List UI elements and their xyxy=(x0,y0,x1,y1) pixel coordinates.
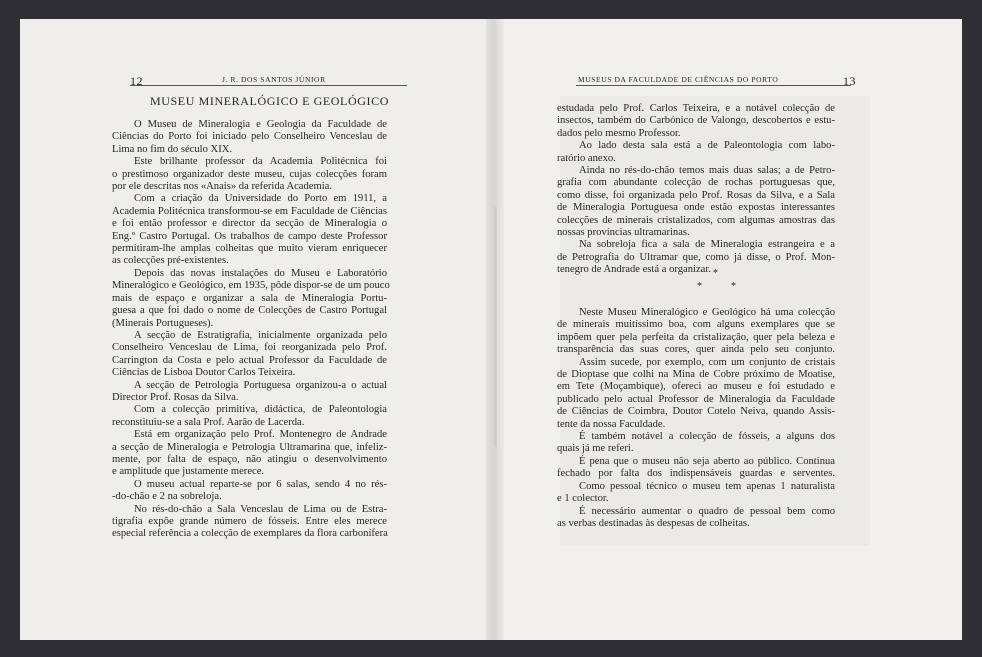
text-line: transparência das suas cores, quer ainda pelo seu conjunto. xyxy=(557,344,835,356)
text-line: No rés-do-chão a Sala Venceslau de Lima ou de Estra- xyxy=(134,503,387,515)
text-line: Ciências de Lisboa Doutor Carlos Teixeira. xyxy=(112,367,296,379)
left-page-number: 12 xyxy=(130,74,143,88)
text-line: permitiram-lhe amplas colheitas que muito vieram enriquecer xyxy=(112,243,387,255)
text-line: -do-chão e 2 na sobreloja. xyxy=(112,491,222,503)
text-line: as colecções pré-existentes. xyxy=(112,255,229,267)
text-line: as verbas destinadas às despesas de colheitas. xyxy=(557,517,750,529)
text-line: Na sobreloja fica a sala de Mineralogia estrangeira e a xyxy=(579,239,835,251)
text-line: por ele descritas nos «Anais» da referida Academia. xyxy=(112,181,333,193)
left-body-text xyxy=(112,119,390,541)
text-line: A secção de Estratigrafia, inicialmente organizada pelo xyxy=(134,329,387,341)
text-line: O Museu de Mineralogia e Geologia da Faculdade de xyxy=(134,119,387,130)
text-line: de Mineralogia Portuguesa onde estão expostas interessantes xyxy=(557,202,835,214)
text-line: colecções de minerais cristalizados, com algumas amostras das xyxy=(557,214,835,226)
text-line: A secção de Petrologia Portuguesa organizou-a o actual xyxy=(134,379,387,391)
text-line: Carrington da Costa e pelo actual Professor da Faculdade de xyxy=(112,354,387,366)
text-line: em Tete (Moçambique), ofereci ao museu e foi estudado e xyxy=(557,381,835,393)
text-line: Depois das novas instalações do Museu e Laboratório xyxy=(134,267,387,279)
right-body-text-top xyxy=(557,103,835,277)
left-running-title: J. R. DOS SANTOS JÚNIOR xyxy=(222,75,326,84)
text-line: publicado pelo actual Professor de Mineralogia da Faculdade xyxy=(557,393,835,405)
text-line: É também notável a colecção de fósseis, a alguns dos xyxy=(579,431,835,443)
right-head-rule xyxy=(576,85,851,86)
left-head-rule xyxy=(130,85,407,86)
text-line: mais de espaço e organizar a sala de Mineralogia Portu- xyxy=(112,292,387,304)
break-star: * xyxy=(713,268,718,279)
text-line: dados pelo mesmo Professor. xyxy=(557,127,681,139)
text-line: de Petrografia do Ultramar que, como já disse, o Prof. Mon- xyxy=(557,251,835,263)
text-line: É necessário aumentar o quadro de pessoal bem como xyxy=(579,505,835,517)
text-line: Ainda no rés-do-chão temos mais duas salas; a de Petro- xyxy=(579,165,835,177)
break-star: * xyxy=(731,281,736,292)
text-line: tigrafia expõe grande número de fósseis. Entre eles merece xyxy=(112,516,387,527)
text-line: Está em organização pelo Prof. Montenegro de Andrade xyxy=(134,429,387,441)
binding-thread xyxy=(494,207,497,447)
text-line: especial referência a colecção de exemplares da flora carbonífera xyxy=(112,528,388,540)
text-line: fechado por falta dos indispensáveis guardas e serventes. xyxy=(557,468,835,480)
text-line: Director Prof. Rosas da Silva. xyxy=(112,391,239,403)
text-line: (Minerais Portugueses). xyxy=(112,317,214,329)
text-line: Ciências do Porto foi iniciado pelo Conselheiro Venceslau de xyxy=(112,131,387,143)
text-line: a secção de Mineralogia e Petrologia Ultramarina que, infeliz- xyxy=(112,441,387,453)
text-line: guesa a que foi dado o nome de Colecções de Castro Portugal xyxy=(112,305,387,317)
text-line: Lima no fim do século XIX. xyxy=(112,143,233,155)
text-line: de minerais muitíssimo boa, com alguns exemplares que se xyxy=(557,319,835,331)
section-heading: MUSEU MINERALÓGICO E GEOLÓGICO xyxy=(150,94,389,108)
right-page-number: 13 xyxy=(843,74,856,88)
text-line: impõem quer pela perfeita da cristalização, quer pela beleza e xyxy=(557,331,835,343)
text-line: quais já me referi. xyxy=(557,443,634,455)
text-line: Eng.º Castro Portugal. Os trabalhos de campo deste Professor xyxy=(112,230,387,242)
text-line: É pena que o museu não seja aberto ao público. Continua xyxy=(579,455,835,467)
text-line: Ao lado desta sala está a de Paleontologia com labo- xyxy=(579,140,835,152)
text-line: Conselheiro Venceslau de Lima, foi reorganizada pelo Prof. xyxy=(112,342,387,354)
text-line: Assim sucede, por exemplo, com um conjunto de cristais xyxy=(579,356,835,368)
text-line: de Ciências de Coimbra, Doutor Cotelo Neiva, quando Assis- xyxy=(557,406,835,418)
break-star: * xyxy=(697,281,702,292)
right-body-text-bottom xyxy=(557,307,835,530)
text-line: e 1 colector. xyxy=(557,493,609,505)
right-running-title: MUSEUS DA FACULDADE DE CIÊNCIAS DO PORTO xyxy=(578,75,779,84)
text-line: insectos, também do Carbónico de Valongo, descobertos e estu- xyxy=(557,115,835,127)
text-line: Neste Museu Mineralógico e Geológico há uma colecção xyxy=(579,307,835,318)
text-line: o prestimoso organizador deste museu, cujas colecções foram xyxy=(112,168,387,180)
text-line: Mineralógico e Geológico, em 1935, pôde dispor-se de um pouco xyxy=(112,280,390,292)
text-line: Com a criação da Universidade do Porto em 1911, a xyxy=(134,193,387,205)
text-line: ratório anexo. xyxy=(557,152,616,164)
text-line: reconstituiu-se a sala Prof. Aarão de Lacerda. xyxy=(112,416,305,428)
text-line: tente da nossa Faculdade. xyxy=(557,418,666,430)
text-line: Com a colecção primitiva, didáctica, de Paleontologia xyxy=(134,404,387,416)
text-line: O museu actual reparte-se por 6 salas, sendo 4 no rés- xyxy=(134,478,387,490)
text-line: mente, por falta de espaço, não atingiu o desenvolvimento xyxy=(112,453,387,465)
text-line: nossas províncias ultramarinas. xyxy=(557,227,690,239)
text-line: grafia com abundante colecção de rochas portuguesas que, xyxy=(557,177,835,189)
text-line: Academia Politécnica transformou-se em Faculdade de Ciências xyxy=(112,205,387,217)
text-line: Como pessoal técnico o museu tem apenas 1 naturalista xyxy=(579,480,835,492)
text-line: e amplitude que justamente merece. xyxy=(112,466,265,478)
text-line: como disse, foi organizada pelo Prof. Rosas da Silva, e a Sala xyxy=(557,189,835,201)
text-line: de Dioptase que colhi na Mina de Cobre próximo de Moatise, xyxy=(557,369,835,381)
text-line: Este brilhante professor da Academia Politécnica foi xyxy=(134,156,387,168)
text-line: estudada pelo Prof. Carlos Teixeira, e a notável colecção de xyxy=(557,103,835,114)
text-line: tenegro de Andrade está a organizar. xyxy=(557,264,711,276)
text-line: e foi então professor e director da secção de Mineralogia o xyxy=(112,218,387,230)
